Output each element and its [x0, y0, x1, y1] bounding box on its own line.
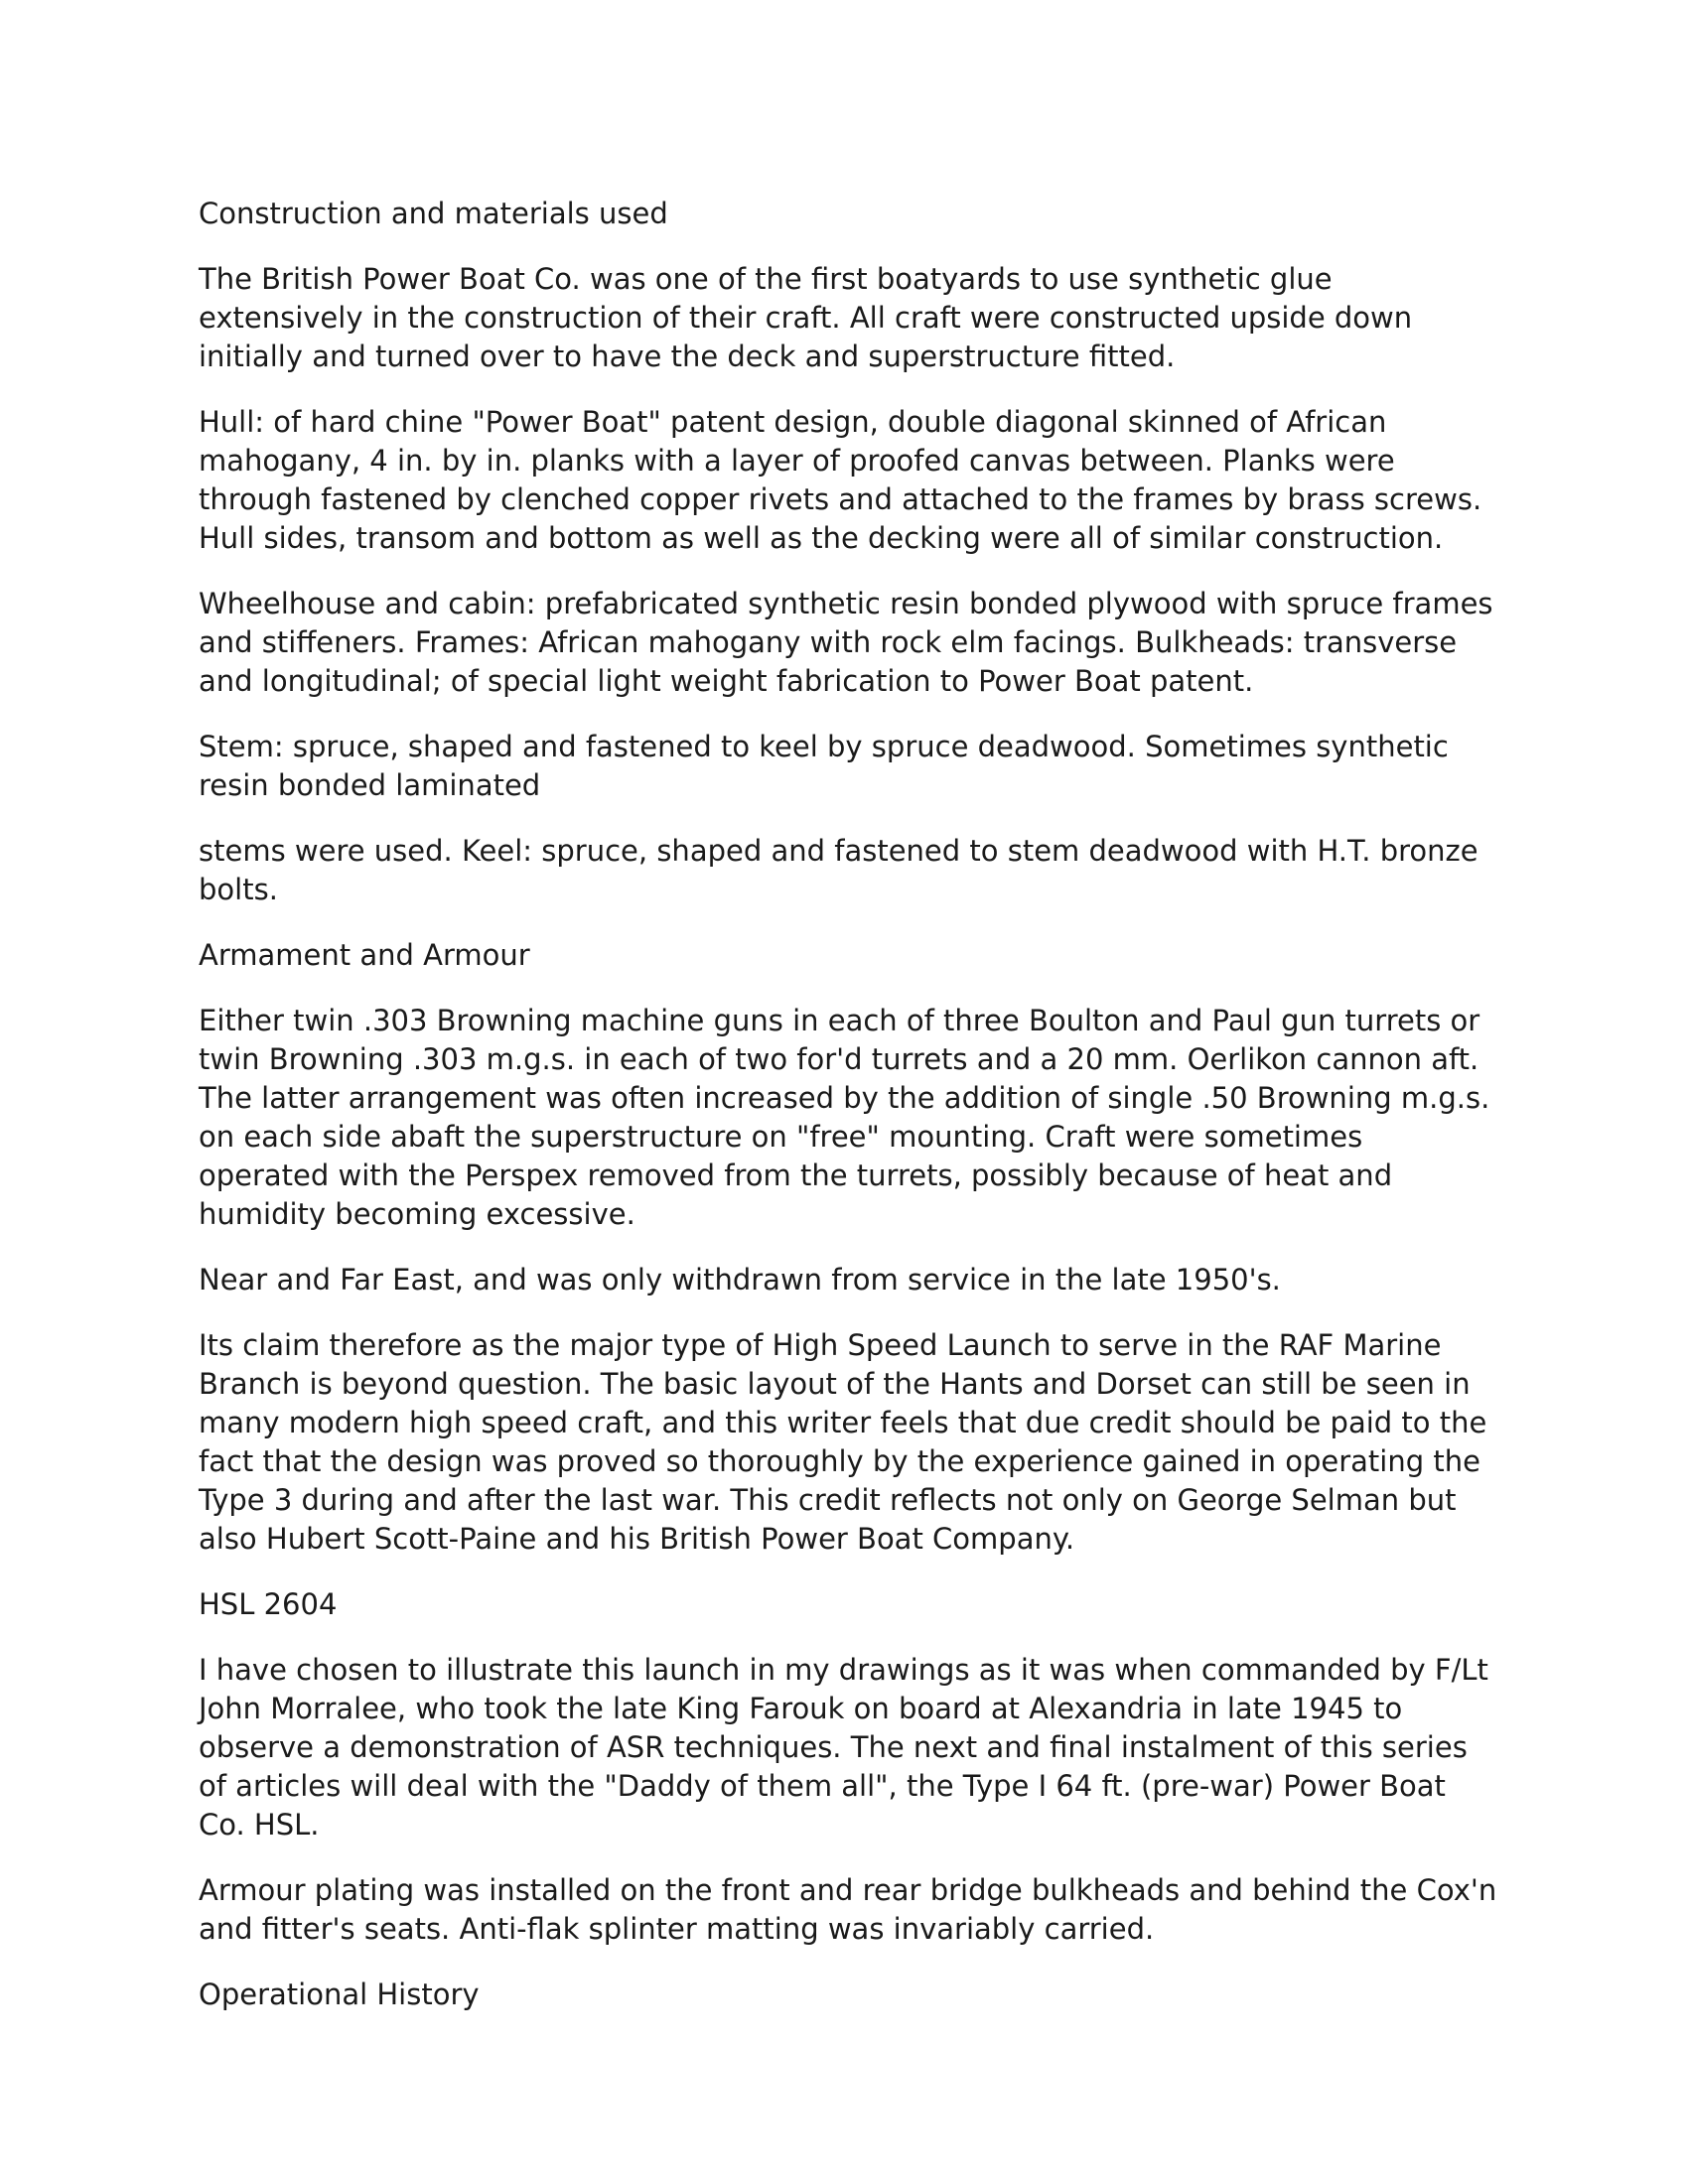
- document-page: [199, 195, 1499, 2041]
- paragraph-intro: The British Power Boat Co. was one of the first boatyards to use synthetic glue extensively in the construction of their craft. All craft were constructed upside down initially and turned over to have the deck and superstructure fitted.: [199, 262, 1413, 373]
- section-heading-armament: Armament and Armour: [199, 938, 530, 972]
- paragraph-illustration: I have chosen to illustrate this launch in my drawings as it was when commanded by F/Lt John Morralee, who took the late King Farouk on board at Alexandria in late 1945 to observe a demonstration of ASR techniques. The next and final instalment of this series of articles will deal with the "Daddy of them all", the Type I 64 ft. (pre-war) Power Boat Co. HSL.: [199, 1653, 1488, 1842]
- paragraph-wheelhouse: Wheelhouse and cabin: prefabricated synthetic resin bonded plywood with spruce frames and stiffeners. Frames: African mahogany with rock elm facings. Bulkheads: transverse and longitudinal; of special light weight fabrication to Power Boat patent.: [199, 587, 1493, 698]
- paragraph-armament: Either twin .303 Browning machine guns in each of three Boulton and Paul gun turrets or twin Browning .303 m.g.s. in each of two for'd turrets and a 20 mm. Oerlikon cannon aft. The latter arrangement was often increased by the addition of single .50 Browning m.g.s. on each side abaft the superstructure on "free" mounting. Craft were sometimes operated with the Perspex removed from the turrets, possibly because of heat and humidity becoming excessive.: [199, 1004, 1490, 1231]
- section-heading-operational-history: Operational History: [199, 1978, 480, 2011]
- paragraph-stem: Stem: spruce, shaped and fastened to keel by spruce deadwood. Sometimes synthetic resin bonded laminated: [199, 730, 1449, 802]
- section-heading-hsl-2604: HSL 2604: [199, 1587, 338, 1621]
- paragraph-near-far-east: Near and Far East, and was only withdrawn from service in the late 1950's.: [199, 1263, 1281, 1297]
- paragraph-claim: Its claim therefore as the major type of High Speed Launch to serve in the RAF Marine Branch is beyond question. The basic layout of the Hants and Dorset can still be seen in many modern high speed craft, and this writer feels that due credit should be paid to the fact that the design was proved so thoroughly by the experience gained in operating the Type 3 during and after the last war. This credit reflects not only on George Selman but also Hubert Scott-Paine and his British Power Boat Company.: [199, 1328, 1487, 1556]
- paragraph-hull: Hull: of hard chine "Power Boat" patent design, double diagonal skinned of African mahogany, 4 in. by in. planks with a layer of proofed canvas between. Planks were through fastened by clenched copper rivets and attached to the frames by brass screws. Hull sides, transom and bottom as well as the decking were all of similar construction.: [199, 405, 1482, 555]
- section-heading-construction: Construction and materials used: [199, 197, 668, 230]
- paragraph-armour-plating: Armour plating was installed on the front and rear bridge bulkheads and behind the Cox'n and fitter's seats. Anti-flak splinter matting was invariably carried.: [199, 1873, 1497, 1946]
- paragraph-keel: stems were used. Keel: spruce, shaped and fastened to stem deadwood with H.T. bronze bolts.: [199, 834, 1478, 906]
